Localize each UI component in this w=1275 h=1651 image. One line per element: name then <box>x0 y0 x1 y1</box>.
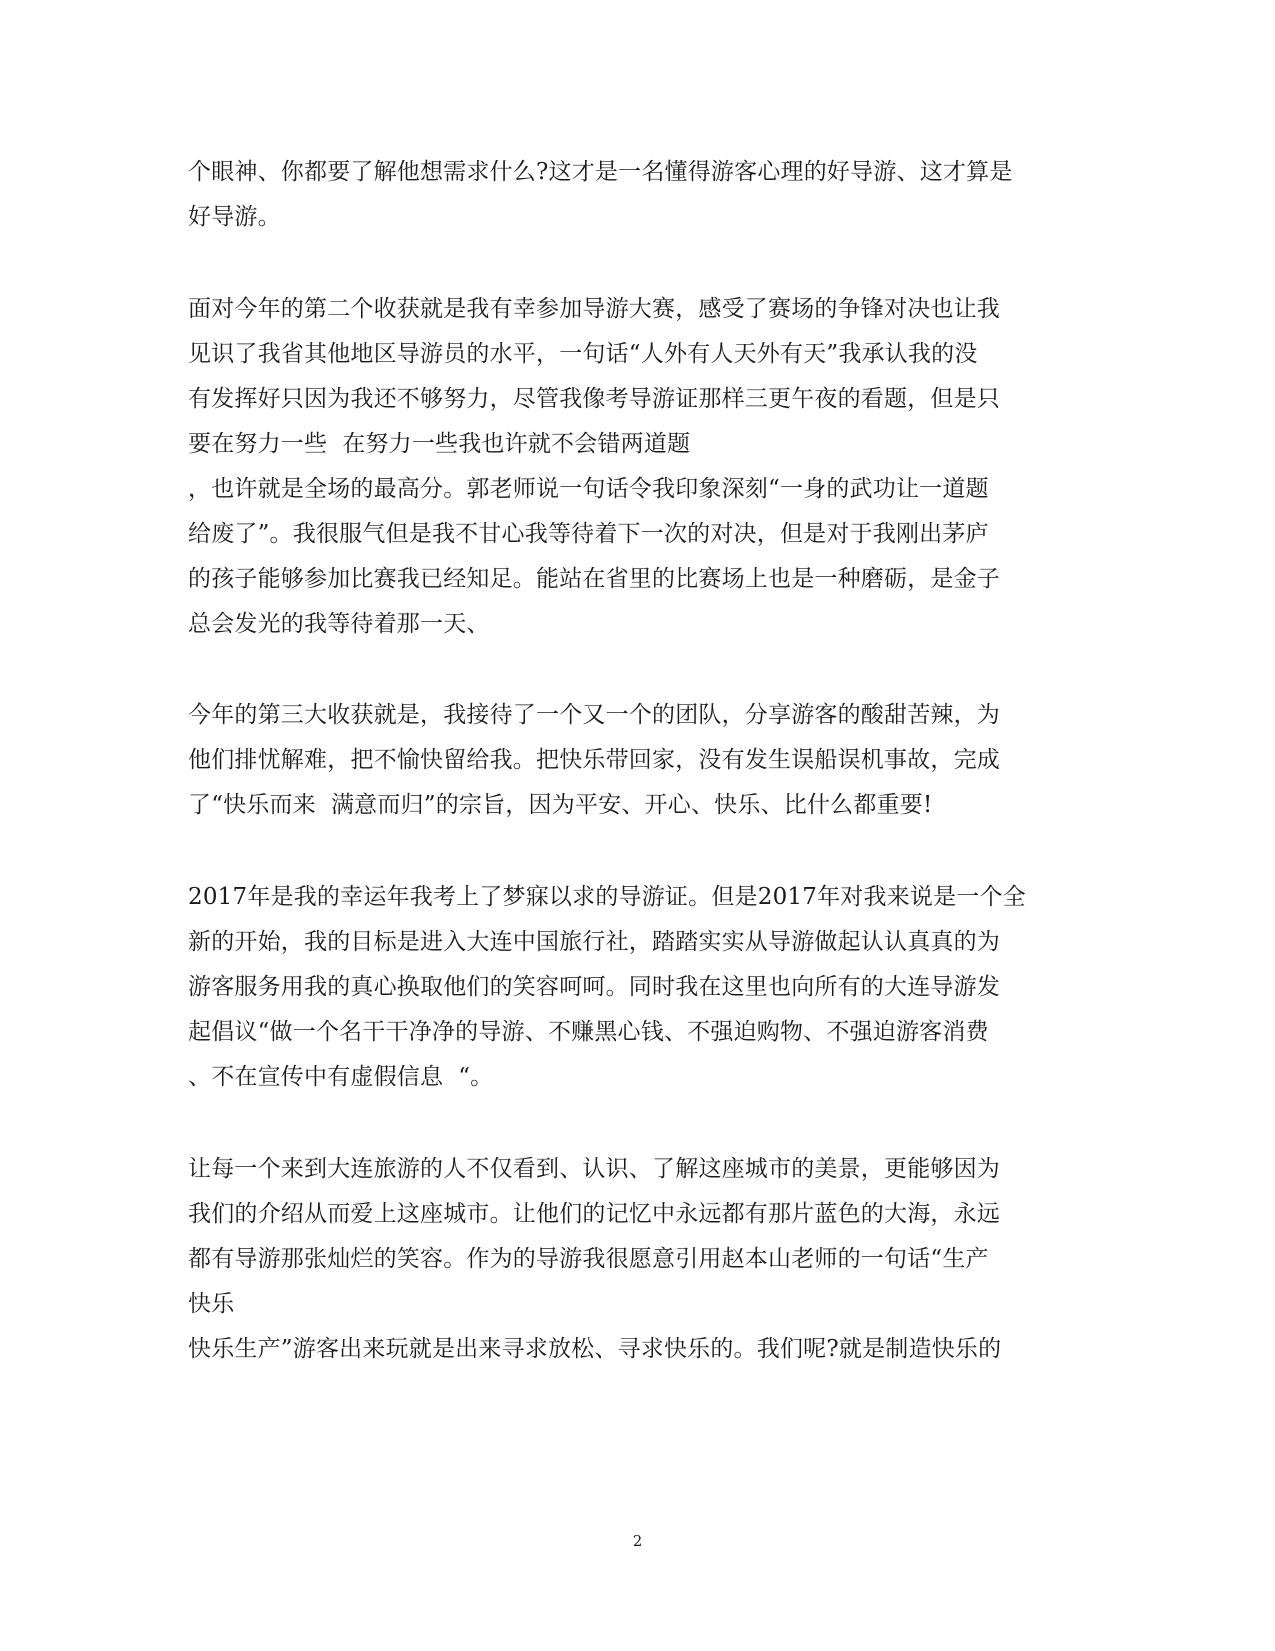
text-line: 游客服务用我的真心换取他们的笑容呵呵。同时我在这里也向所有的大连导游发 <box>188 974 1000 1000</box>
text-line: 今年的第三大收获就是，我接待了一个又一个的团队，分享游客的酸甜苦辣，为 <box>188 702 1000 728</box>
text-line: 了“快乐而来 满意而归”的宗旨，因为平安、开心、快乐、比什么都重要! <box>188 792 933 818</box>
text-line: 起倡议“做一个名干干净净的导游、不赚黑心钱、不强迫购物、不强迫游客消费 <box>188 1019 989 1045</box>
text-line: 2017年是我的幸运年我考上了梦寐以求的导游证。但是2017年对我来说是一个全 <box>188 884 1026 910</box>
text-line: 、不在宣传中有虚假信息 “。 <box>188 1064 494 1090</box>
text-line: 让每一个来到大连旅游的人不仅看到、认识、了解这座城市的美景，更能够因为 <box>188 1156 1000 1182</box>
text-line: ，也许就是全场的最高分。郭老师说一句话令我印象深刻“一身的武功让一道题 <box>188 476 989 502</box>
page-number: 2 <box>632 1532 643 1550</box>
text-line: 个眼神、你都要了解他想需求什么?这才是一名懂得游客心理的好导游、这才算是 <box>188 159 1013 185</box>
text-line: 要在努力一些 在努力一些我也许就不会错两道题 <box>188 431 691 457</box>
text-line: 总会发光的我等待着那一天、 <box>188 611 490 637</box>
text-line: 有发挥好只因为我还不够努力，尽管我像考导游证那样三更午夜的看题，但是只 <box>188 386 1000 412</box>
text-line: 好导游。 <box>188 204 281 230</box>
text-line: 我们的介绍从而爱上这座城市。让他们的记忆中永远都有那片蓝色的大海，永远 <box>188 1201 1000 1227</box>
text-line: 他们排忧解难，把不愉快留给我。把快乐带回家，没有发生误船误机事故，完成 <box>188 747 1000 773</box>
text-line: 都有导游那张灿烂的笑容。作为的导游我很愿意引用赵本山老师的一句话“生产 <box>188 1246 989 1272</box>
text-line: 面对今年的第二个收获就是我有幸参加导游大赛，感受了赛场的争锋对决也让我 <box>188 296 1000 322</box>
text-line: 给废了”。我很服气但是我不甘心我等待着下一次的对决，但是对于我刚出茅庐 <box>188 521 989 547</box>
text-line: 的孩子能够参加比赛我已经知足。能站在省里的比赛场上也是一种磨砺，是金子 <box>188 566 1000 592</box>
text-line: 快乐生产”游客出来玩就是出来寻求放松、寻求快乐的。我们呢?就是制造快乐的 <box>188 1336 1002 1362</box>
text-line: 新的开始，我的目标是进入大连中国旅行社，踏踏实实从导游做起认认真真的为 <box>188 929 1000 955</box>
text-line: 见识了我省其他地区导游员的水平，一句话“人外有人天外有天”我承认我的没 <box>188 341 978 367</box>
text-line: 快乐 <box>188 1291 235 1317</box>
